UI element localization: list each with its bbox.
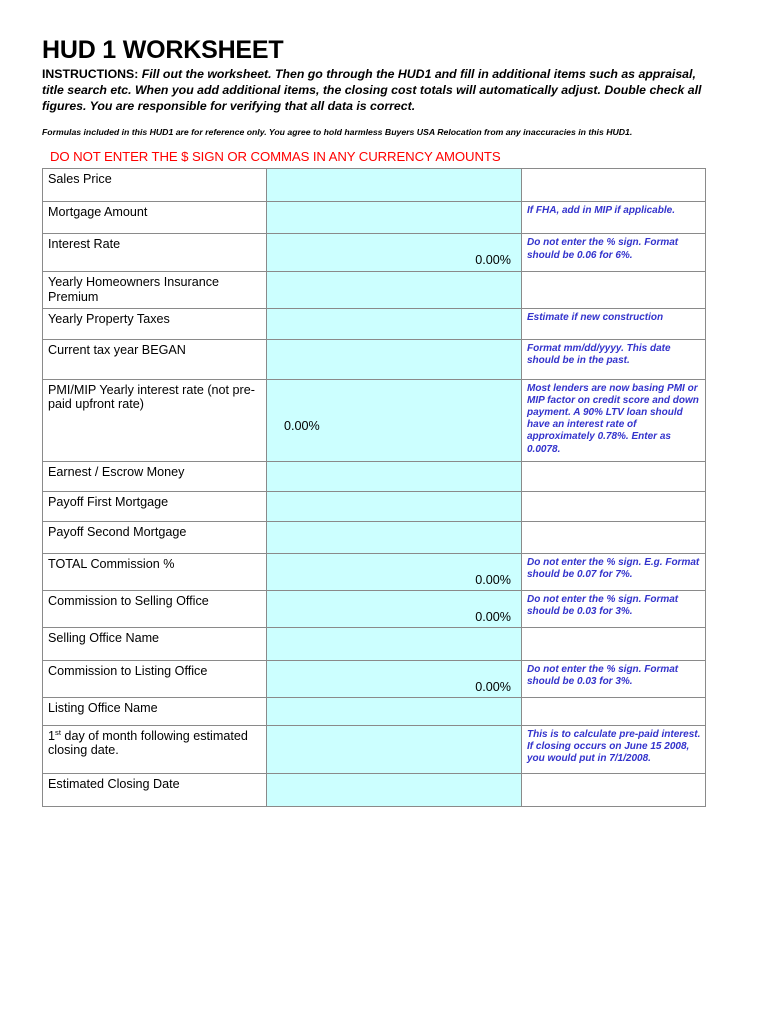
table-row — [43, 234, 706, 272]
instructions-paragraph — [42, 66, 714, 115]
row-label: Earnest / Escrow Money — [48, 464, 185, 479]
row-input-cell[interactable] — [267, 627, 522, 660]
hud1-worksheet-table — [42, 168, 706, 806]
table-row — [43, 521, 706, 553]
row-note: Do not enter the % sign. E.g. Format should be 0.07 for 7%. — [527, 556, 700, 580]
row-note-cell — [522, 773, 706, 806]
row-label-cell — [43, 590, 267, 627]
table-row — [43, 308, 706, 339]
row-input-value: 0.00% — [475, 253, 511, 268]
row-label: Payoff First Mortgage — [48, 494, 169, 509]
row-label-cell — [43, 627, 267, 660]
row-input-cell[interactable] — [267, 379, 522, 461]
row-note: Do not enter the % sign. Format should be 0.03 for 3%. — [527, 593, 679, 617]
row-note-cell — [522, 491, 706, 521]
row-note: If FHA, add in MIP if applicable. — [527, 205, 675, 217]
row-label-tail: day of month following estimated closing date. — [48, 728, 248, 758]
row-label: Selling Office Name — [48, 630, 160, 645]
row-input-cell[interactable] — [267, 308, 522, 339]
row-label: Mortgage Amount — [48, 205, 148, 220]
table-row — [43, 272, 706, 308]
row-note: Format mm/dd/yyyy. This date should be in the past. — [527, 342, 671, 366]
row-note: Do not enter the % sign. Format should be 0.03 for 3%. — [527, 663, 679, 687]
row-label-cell — [43, 553, 267, 590]
table-row — [43, 627, 706, 660]
row-note-cell — [522, 308, 706, 339]
table-row — [43, 491, 706, 521]
row-note-cell — [522, 169, 706, 202]
row-input-cell[interactable] — [267, 590, 522, 627]
table-row — [43, 339, 706, 379]
row-label-cell — [43, 202, 267, 234]
row-note-cell — [522, 272, 706, 308]
currency-format-warning: DO NOT ENTER THE $ SIGN OR COMMAS IN ANY CURRENCY AMOUNTS — [50, 148, 501, 164]
table-row — [43, 725, 706, 773]
row-input-value: 0.00% — [284, 418, 320, 433]
row-input-cell[interactable] — [267, 725, 522, 773]
row-input-value: 0.00% — [475, 609, 511, 624]
row-label: Listing Office Name — [48, 700, 158, 715]
row-label: Sales Price — [48, 172, 112, 187]
worksheet-rows — [43, 169, 706, 806]
row-label-cell — [43, 272, 267, 308]
row-input-cell[interactable] — [267, 339, 522, 379]
table-row — [43, 461, 706, 491]
instructions-lead: INSTRUCTIONS: — [42, 67, 139, 81]
row-label-cell — [43, 308, 267, 339]
row-label-cell — [43, 169, 267, 202]
row-label-cell — [43, 773, 267, 806]
row-input-cell[interactable] — [267, 660, 522, 697]
row-label: Yearly Property Taxes — [48, 311, 170, 326]
row-label-cell — [43, 725, 267, 773]
instructions-body: Fill out the worksheet. Then go through the HUD1 and fill in additional items such as appraisal, title search etc. When you add additional items, the closing cost totals will automatically adjust. Double check all figures. You are responsible for verifying that all data is correct. — [42, 67, 702, 114]
row-note-cell — [522, 627, 706, 660]
row-note-cell — [522, 339, 706, 379]
table-row — [43, 379, 706, 461]
table-row — [43, 590, 706, 627]
row-label-cell — [43, 234, 267, 272]
row-note-cell — [522, 590, 706, 627]
row-input-cell[interactable] — [267, 553, 522, 590]
row-label: Commission to Selling Office — [48, 593, 209, 608]
row-note-cell — [522, 234, 706, 272]
row-label: Current tax year BEGAN — [48, 342, 186, 357]
row-input-cell[interactable] — [267, 773, 522, 806]
row-input-cell[interactable] — [267, 272, 522, 308]
row-input-cell[interactable] — [267, 491, 522, 521]
row-note-cell — [522, 697, 706, 725]
row-label: 1 — [48, 728, 56, 743]
row-label-cell — [43, 491, 267, 521]
row-label-cell — [43, 461, 267, 491]
row-label: Estimated Closing Date — [48, 776, 180, 791]
row-note: Estimate if new construction — [527, 311, 664, 323]
row-note: Most lenders are now basing PMI or MIP factor on credit score and down payment. A 90% LTV loan should have an interest rate of approximately 0.78%. Enter as 0.0078. — [527, 382, 699, 455]
row-input-value: 0.00% — [475, 679, 511, 694]
row-label-cell — [43, 660, 267, 697]
row-label: PMI/MIP Yearly interest rate (not pre-paid upfront rate) — [48, 382, 255, 412]
row-label-cell — [43, 379, 267, 461]
row-label-superscript: st — [55, 727, 61, 737]
table-row — [43, 169, 706, 202]
row-label: Interest Rate — [48, 237, 121, 252]
row-note-cell — [522, 521, 706, 553]
row-label-cell — [43, 521, 267, 553]
row-note: Do not enter the % sign. Format should be 0.06 for 6%. — [527, 237, 679, 261]
row-input-value: 0.00% — [475, 572, 511, 587]
row-label: Payoff Second Mortgage — [48, 524, 187, 539]
row-input-cell[interactable] — [267, 697, 522, 725]
table-row — [43, 553, 706, 590]
row-label-cell — [43, 697, 267, 725]
row-note-cell — [522, 553, 706, 590]
row-note-cell — [522, 461, 706, 491]
table-row — [43, 202, 706, 234]
row-label: Commission to Listing Office — [48, 663, 208, 678]
row-input-cell[interactable] — [267, 169, 522, 202]
row-input-cell[interactable] — [267, 202, 522, 234]
row-note-cell — [522, 725, 706, 773]
disclaimer-text: Formulas included in this HUD1 are for reference only. You agree to hold harmless Buyers USA Relocation from any inaccuracies in this HUD1. — [42, 126, 633, 137]
row-note-cell — [522, 379, 706, 461]
row-label-cell — [43, 339, 267, 379]
row-input-cell[interactable] — [267, 461, 522, 491]
table-row — [43, 660, 706, 697]
table-row — [43, 697, 706, 725]
row-note: This is to calculate pre-paid interest. If closing occurs on June 15 2008, you would put in 7/1/2008. — [527, 728, 701, 765]
row-note-cell — [522, 202, 706, 234]
table-row — [43, 773, 706, 806]
row-note-cell — [522, 660, 706, 697]
page-title: HUD 1 WORKSHEET — [42, 36, 284, 64]
row-label: Yearly Homeowners Insurance Premium — [48, 275, 220, 305]
row-label: TOTAL Commission % — [48, 556, 175, 571]
row-input-cell[interactable] — [267, 234, 522, 272]
row-input-cell[interactable] — [267, 521, 522, 553]
